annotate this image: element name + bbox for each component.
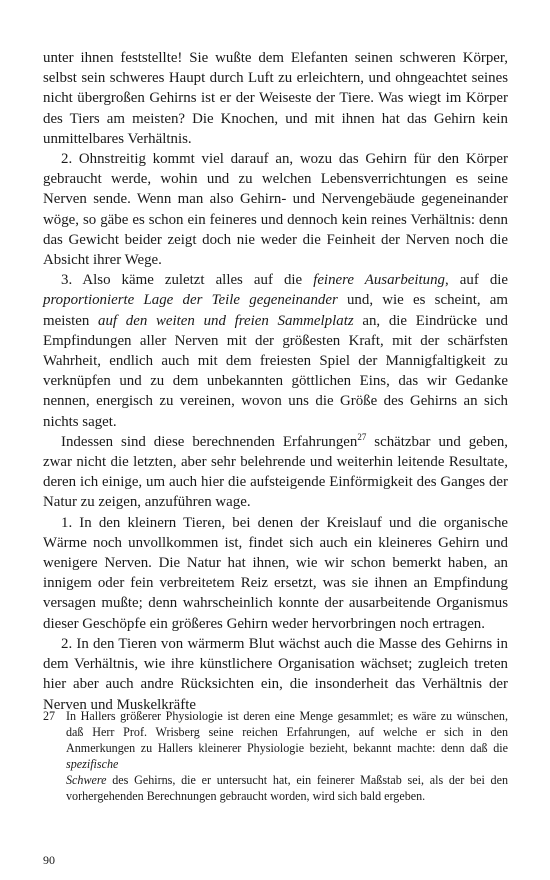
paragraph-indessen: [43, 432, 508, 513]
emphasis-text: feinere Ausarbeitung: [313, 272, 445, 289]
emphasis-text: auf den weiten und freien Sammelplatz: [98, 312, 354, 329]
main-text: [43, 48, 508, 715]
paragraph-1-kleinere-tiere: 1. In den kleinern Tieren, bei denen der Kreislauf und die organische Wärme noch unvollkommen ist, findet sich auch ein kleineres Gehirn und wenigere Nerven. Die Natur hat ihnen, wie wir schon bemerkt haben, an innigem oder fein verbreitetem Reiz ersetzt, was sie ihnen an Empfindung versagen mußte; denn wahrscheinlich konnte der ausarbeitende Organismus dieser Geschöpfe ein größeres Gehirn weder hervorbringen noch ertragen.: [43, 514, 508, 632]
paragraph-2: 2. Ohnstreitig kommt viel darauf an, wozu das Gehirn für den Körper gebraucht werde, wohin und zu welchen Lebensverrichtungen es seine Nerven sende. Wenn man also Gehirn- und Nervengebäude gegeneinander wöge, so gäbe es schon ein feineres und dennoch kein reines Verhältnis: denn das Gewicht beider zeigt doch nie weder die Feinheit der Nerven noch die Absicht ihrer Wege.: [43, 151, 508, 269]
text-run: und, wie es scheint, am meisten: [43, 292, 508, 329]
emphasis-text: Schwere: [66, 773, 107, 788]
footnote: [43, 708, 508, 805]
paragraph-continued: unter ihnen feststellte! Sie wußte dem Elefanten seinen schweren Körper, selbst sein schweres Haupt durch Luft zu erleichtern, und ohngeachtet seines nicht übergroßen Gehirns ist er der Weiseste der Tiere. Was wiegt im Körper des Tiers am meisten? Die Knochen, und mit ihnen hat das Gehirn kein unmittelbares Verhältnis.: [43, 50, 508, 147]
page-body: [43, 48, 508, 715]
text-run: 3. Also käme zuletzt alles auf die: [61, 272, 314, 289]
text-run: schätzbar und geben, zwar nicht die letzten, aber sehr belehrende und weiterhin leitende Resultate, deren ich einige, um auch hier die aufsteigende Einförmigkeit des Ganges der Natur zu zeigen, anzuführen wage.: [43, 433, 508, 511]
text-run: Indessen sind diese berechnenden Erfahrungen: [61, 433, 358, 450]
text-run: , auf die: [445, 272, 509, 289]
footnote-reference: 27: [357, 431, 367, 442]
emphasis-text: proportionierte Lage der Teile gegeneinander: [43, 292, 338, 309]
text-run: an, die Eindrücke und Empfindungen aller Nerven mit der größesten Kraft, mit der schärfsten Wahrheit, endlich auch mit dem freiesten Spiel der Mannigfaltigkeit zu verknüpfen und zu dem unbekannten göttlichen Eins, das wir Gedanke nennen, energisch zu vereinen, wovon uns die Größe des Gehirns an sich nichts saget.: [43, 312, 508, 430]
text-run: In Hallers größerer Physiologie ist deren eine Menge gesammlet; es wäre zu wünschen, daß Herr Prof. Wrisberg seine reichen Erfahrungen, auf welche er sich in den Anmerkungen zu Hallers kleinerer Physiologie bezieht, bekannt machte: denn daß die: [66, 709, 508, 756]
text-run: des Gehirns, die er untersucht hat, ein feinerer Maßstab sei, als der bei den vorhergehenden Berechnungen gebraucht worden, wird sich bald ergeben.: [66, 773, 508, 804]
paragraph-3: [43, 270, 508, 432]
footnote-number: 27: [43, 709, 56, 723]
page-number: 90: [43, 853, 55, 867]
footnote-text: [66, 708, 508, 805]
paragraph-2-waermeres-blut: 2. In den Tieren von wärmerm Blut wächst auch die Masse des Gehirns in dem Verhältnis, wie ihre künstlichere Organisation wächset; zugleich treten hier aber auch andre Rücksichten ein, die insonderheit das Verhältnis der Nerven und Muskelkräfte: [43, 635, 508, 713]
emphasis-text: spezifische: [66, 757, 119, 772]
